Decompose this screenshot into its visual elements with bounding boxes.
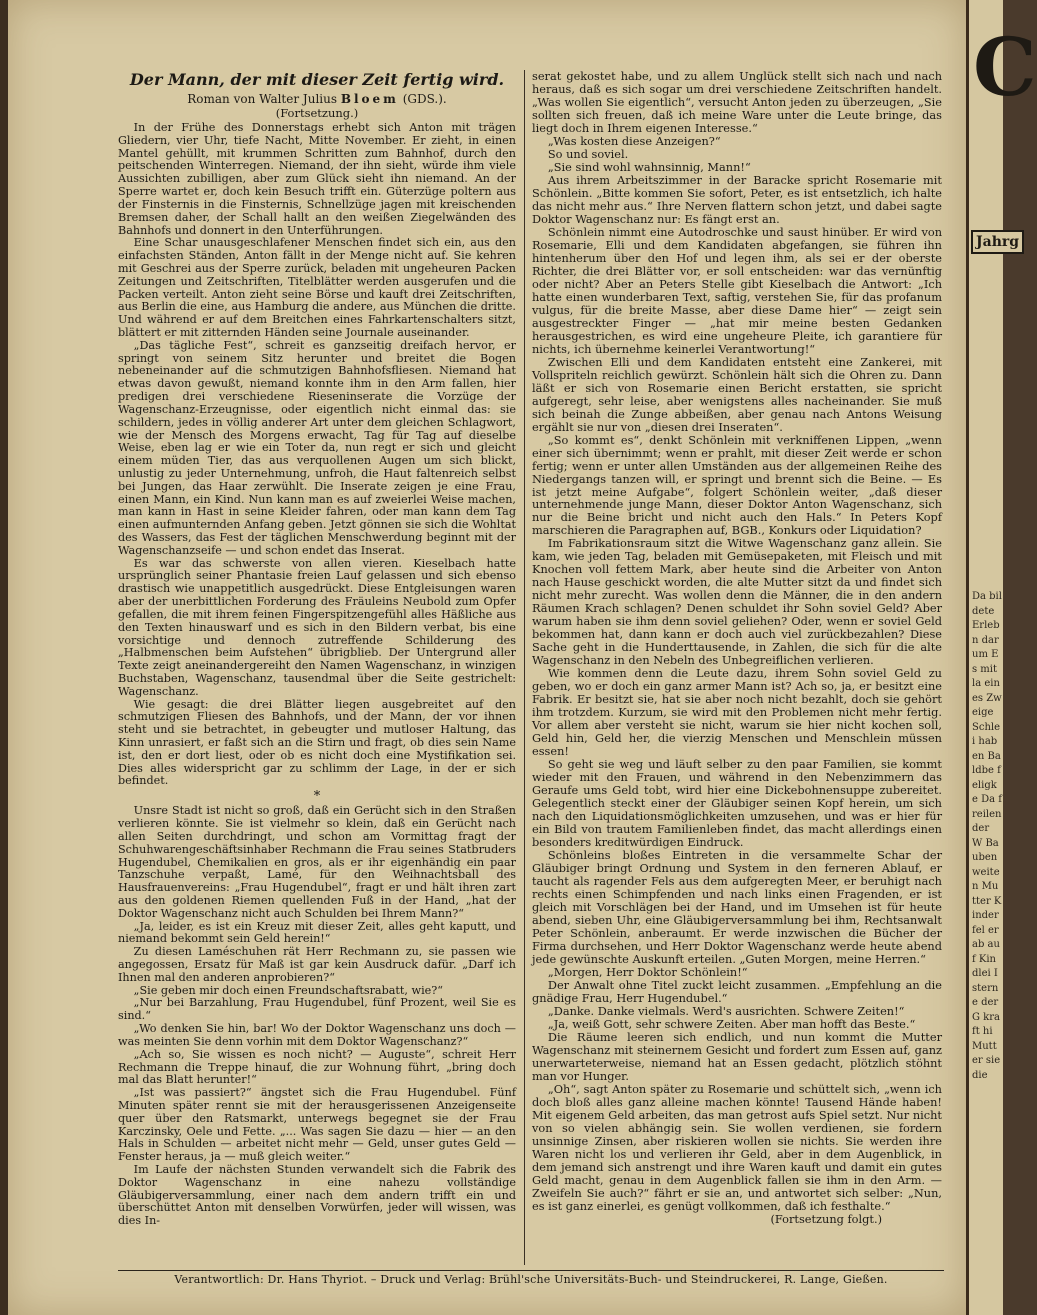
- paragraph: serat gekostet habe, und zu allem Unglück stellt sich nach und nach heraus, daß es sich sogar um drei verschiedene Zeitschriften handelt. „Was wollen Sie eigentlich“, versucht Anton jeden zu überzeugen, „Sie sollten sich freuen, daß ich meine Ware unter die Leute bringe, das liegt doch in Ihrem eigenen Interesse.“: [532, 69, 942, 135]
- paragraph: Wie kommen denn die Leute dazu, ihrem Sohn soviel Geld zu geben, wo er doch ein ganz armer Mann ist? Ach so, ja, er besitzt eine Fabrik. Er besitzt sie, hat sie aber noch nicht bezahlt, doch sie gehört ihm trotzdem. Kurzum, sie wird mit den Problemen nicht mehr fertig. Vor allem aber versteht sie nicht, warum sie hier nicht kochen soll, Geld hin, Geld her, die vierzig Menschen und Menschlein müssen essen!: [532, 666, 942, 759]
- paragraph: Zwischen Elli und dem Kandidaten entsteht eine Zankerei, mit Vollspriteln reichlich gewürzt. Schönlein hält sich die Ohren zu. Dann läßt er sich von Rosemarie einen Bericht erstatten, sie spricht aufgeregt, sehr leise, aber wenigstens alles nacheinander. Sie muß sich beinah die Zunge abbeißen, aber genau nach Antons Weisung ergählt sie nur von „diesen drei Inseraten“.: [532, 354, 942, 434]
- paragraph: Unsre Stadt ist nicht so groß, daß ein Gerücht sich in den Straßen verlieren könnte. Sie ist vielmehr so klein, daß ein Gerücht nach allen Seiten durchdringt, und schon am Vormittag fragt der Schuhwarengeschäftsinhaber Rechmann die Frau seines Statbruders Hugendubel, Chemikalien en gros, als er ihr eigenhändig ein paar Tanzschuhe verpaßt, Lamé, für den Weihnachtsball des Hausfrauenvereins: „Frau Hugendubel“, fragt er und hält ihren zart aus den goldenen Riemen quellenden Fuß in der Hand, „hat der Doktor Wagenschanz nicht auch Schulden bei Ihrem Mann?“: [118, 804, 516, 920]
- paragraph: „Was kosten diese Anzeigen?“: [547, 133, 721, 148]
- paragraph: „Wo denken Sie hin, bar! Wo der Doktor Wagenschanz uns doch — was meinten Sie denn vorhin mit dem Doktor Wagenschanz?“: [118, 1022, 516, 1048]
- paragraph: „Danke. Danke vielmals. Werd's ausrichten. Schwere Zeiten!“: [547, 1003, 905, 1018]
- imprint-footer: Verantwortlich: Dr. Hans Thyriot. – Druck und Verlag: Brühl'sche Universitäts-Buch- und Steindruckerei, R. Lange, Gießen.: [174, 1273, 888, 1286]
- byline-name: Bloem: [340, 92, 399, 106]
- byline-prefix: Roman von Walter Julius: [187, 92, 338, 106]
- paragraph: Im Laufe der nächsten Stunden verwandelt sich die Fabrik des Doktor Wagenschanz in eine nahezu vollständige Gläubigerversammlung, einer nach dem andern trifft ein und überschüttet Anton mit denselben Vorwürfen, jeder will wissen, was dies In-: [118, 1163, 516, 1228]
- paragraph: Eine Schar unausgeschlafener Menschen findet sich ein, aus den einfachsten Ständen, Anton fällt in der Menge nicht auf. Sie kehren mit Geschrei aus der Sperre zurück, beladen mit ungeheuren Packen Zeitungen und Zeitschriften, Titelblätter werden ausgerufen und die Packen verteilt. Anton zieht seine Börse und kauft drei Zeitschriften, aus Berlin die eine, aus Hamburg die andere, aus München die dritte. Und während er auf dem Breitchen eines Fahrkartenschalters sitzt, blättert er mit zitternden Händen seine Journale auseinander.: [118, 236, 516, 339]
- paragraph: „Ja, leider, es ist ein Kreuz mit dieser Zeit, alles geht kaputt, und niemand bekommt sein Geld herein!“: [118, 919, 516, 946]
- paragraph: Schönleins bloßes Eintreten in die versammelte Schar der Gläubiger bringt Ordnung und System in den ferneren Ablauf, er taucht als ragender Fels aus dem aufgeregten Meer, er beruhigt nach rechts einen Schimpfenden und nach links einen Fragenden, er ist gleich mit Vorschlägen bei der Hand, und im Umsehen ist für heute abend, sieben Uhr, eine Gläubigerversammlung bei ihm, Rechtsanwalt Peter Schönlein, anberaumt. Er werde inzwischen die Bücher der Firma durchsehen, und Herr Doktor Wagenschanz werde heute abend jede gewünschte Auskunft erteilen. „Guten Morgen, meine Herren.“: [532, 848, 942, 966]
- paragraph: „Sie geben mir doch einen Freundschaftsrabatt, wie?“: [133, 983, 444, 997]
- adjacent-page-strip: [966, 0, 1037, 1315]
- paragraph: „Ja, weiß Gott, sehr schwere Zeiten. Aber man hofft das Beste.“: [547, 1016, 916, 1031]
- paragraph: Zu diesen Laméschuhen rät Herr Rechmann zu, sie passen wie angegossen, Ersatz für Maß ist gar kein Ausdruck dafür. „Darf ich Ihnen mal den anderen anprobieren?“: [118, 945, 516, 984]
- paragraph: In der Frühe des Donnerstags erhebt sich Anton mit trägen Gliedern, vier Uhr, tiefe Nacht, Mitte November. Er zieht, in einen Mantel gehüllt, mit krummen Schritten zum Bahnhof, durch den peitschenden Winterregen. Niemand, der ihn sieht, würde ihm viele Aussichten zubilligen, aber zum Glück sieht ihn niemand. An der Sperre wartet er, doch kein Besuch trifft ein. Güterzüge poltern aus der Finsternis in die Finsternis, Schnellzüge jagen mit kreischenden Bremsen daher, der Schall hallt an den weißen Ziegelwänden des Bahnhofs und donnert in den Unterführungen.: [118, 121, 516, 237]
- left-body-part-2: [118, 805, 516, 1228]
- paragraph: Wie gesagt: die drei Blätter liegen ausgebreitet auf den schmutzigen Fliesen des Bahnhofs, und der Mann, der vor ihnen steht und sie betrachtet, in gebeugter und mutloser Haltung, das Kinn unrasiert, er faßt sich an die Stirn und fragt, ob dies sein Name ist, den er dort liest, oder ob es nicht doch eine Mystifikation sei. Dies alles widerspricht gar zu schlimm der Lage, in der er sich befindet.: [118, 697, 516, 788]
- paragraph: Im Fabrikationsraum sitzt die Witwe Wagenschanz ganz allein. Sie kam, wie jeden Tag, beladen mit Gemüsepaketen, mit Fleisch und mit Knochen voll fettem Mark, aber heute sind die Arbeiter von Anton nach Hause geschickt worden, die alte Mutter sitzt da und findet sich nicht mehr zurecht. Was wollen denn die Männer, die in den andern Räumen Krach schlagen? Denen schuldet ihr Sohn soviel Geld? Aber warum haben sie ihm denn soviel geliehen? Oder, wenn er soviel Geld bekommen hat, dann kann er doch auch viel zurückbezahlen? Diese Sache geht in die Hunderttausende, in Zahlen, die sich für die alte Wagenschanz in den Nebeln des Unbegreiflichen verlieren.: [532, 536, 942, 668]
- paragraph: „Morgen, Herr Doktor Schönlein!“: [547, 964, 748, 979]
- column-divider: [524, 70, 525, 1265]
- paragraph: Die Räume leeren sich endlich, und nun kommt die Mutter Wagenschanz mit steinernem Gesicht und fordert zum Essen auf, ganz unerwarteterweise, niemand hat an Essen gedacht, plötzlich stöhnt man vor Hunger.: [532, 1029, 942, 1083]
- article-title: Der Mann, der mit dieser Zeit fertig wird.: [129, 70, 505, 89]
- paragraph: „Das tägliche Fest“, schreit es ganzseitig dreifach hervor, er springt von seinem Sitz herunter und breitet die Bogen nebeneinander auf die schmutzigen Bahnhofsfliesen. Niemand hat etwas davon gewußt, niemand konnte ihm in den Arm fallen, hier predigen drei verschiedene Rieseninserate die Vorzüge der Wagenschanz-Erzeugnisse, oder eigentlich nicht einmal das: sie schildern, jedes in völlig anderer Art unter dem gleichen Schlagwort, wie der Mensch des Morgens erwacht, Tag für Tag auf dieselbe Weise, eben lag er wie ein Toter da, nun regt er sich und gleicht einem müden Tier, das aus verquollenen Augen um sich blickt, unlustig zu jeder Unternehmung, unfroh, die Haut faltenreich selbst bei Jungen, das Haar zerwühlt. Die Inserate zeigen je eine Frau, einen Mann, ein Kind. Nun kann man es auf zweierlei Weise machen, man kann in Hast in seine Kleider fahren, oder man kann dem Tag einen aufmunternden Anfang geben. Jetzt gönnen sie sich die Wohltat des Wassers, das Fest der täglichen Menschwerdung beginnt mit der Wagenschanzseife — und schon endet das Inserat.: [118, 338, 516, 557]
- byline-suffix: (GDS.).: [402, 92, 447, 106]
- left-body-part-1: [118, 122, 516, 788]
- article-byline: [118, 92, 516, 106]
- paragraph: „Ach so, Sie wissen es noch nicht? — Auguste“, schreit Herr Rechmann die Treppe hinauf, die zur Wohnung führt, „bring doch mal das Blatt herunter!“: [118, 1047, 516, 1087]
- paragraph: Schönlein nimmt eine Autodroschke und saust hinüber. Er wird von Rosemarie, Elli und dem Kandidaten abgefangen, sie führen ihn hintenherum über den Hof und legen ihm, als sei er der oberste Richter, die drei Blätter vor, er soll entscheiden: war das vernünftig oder nicht? Aber an Peters Stelle gibt Kieselbach die Antwort: „Ich hatte einen wunderbaren Text, saftig, verstehen Sie, für das profanum vulgus, für die breite Masse, aber diese Dame hier“ — zeigt sein ausgestreckter Finger — „hat mir meine besten Gedanken herausgestrichen, es wird eine ungeheure Pleite, ich garantiere für nichts, ich übernehme keinerlei Verantwortung!“: [532, 224, 942, 356]
- paragraph: So und soviel.: [547, 146, 629, 161]
- paragraph: „Oh“, sagt Anton später zu Rosemarie und schüttelt sich, „wenn ich doch bloß alles ganz alleine machen könnte! Tausend Hände haben! Mit eigenem Geld arbeiten, das man getrost aufs Spiel setzt. Nur nicht von so vielen abhängig sein. Sie wollen verdienen, sie fordern unsinnige Zinsen, aber riskieren wollen sie nichts. Sie werden ihre Waren nicht los und verlieren ihr Geld, aber in dem Augenblick, in dem jemand sich anstrengt und ihre Waren kauft und damit ein gutes Geld macht, genau in dem Augenblick fallen sie ihm in den Arm. — Zweifeln Sie auch?“ fährt er sie an, und antwortet sich selber: „Nun, es ist ganz einerlei, es genügt vollkommen, daß ich festhalte.“: [532, 1081, 942, 1213]
- paragraph: „Sie sind wohl wahnsinnig, Mann!“: [547, 159, 751, 174]
- right-body: [532, 70, 942, 1213]
- paragraph: „So kommt es“, denkt Schönlein mit verkniffenen Lippen, „wenn einer sich übernimmt; wenn er prahlt, mit dieser Zeit werde er schon fertig; wenn er unter allen Umständen aus der allgemeinen Reihe des Niedergangs tanzen will, er springt und brennt sich die Beine. — Es ist jetzt meine Aufgabe“, folgert Schönlein weiter, „daß dieser unternehmende junge Mann, dieser Doktor Anton Wagenschanz, sich nur die Beine bricht und nicht auch den Hals.“ In Peters Kopf marschieren die Paragraphen auf, BGB., Konkurs oder Liquidation?: [532, 432, 942, 538]
- adjacent-page-text: Da bildete Erlebn darum Es mit la eines Zweige Schlei haben Baldbe feligke Da freilen der W Bauben weiten Mutter Kinder fel er ab auf Kindlei I sterne der G kraft hi Mutter sie die: [972, 591, 1002, 1081]
- adjacent-page-masthead-fragment: C: [973, 20, 1037, 114]
- paragraph: So geht sie weg und läuft selber zu den paar Familien, sie kommt wieder mit den Frauen, und während in den Nebenzimmern das Geraufe ums Geld tobt, wird hier eine Dickebohnensuppe zubereitet. Gelegentlich steckt einer der Gläubiger seinen Kopf herein, um sich nach den Liquidationsmöglichkeiten umzusehen, und was er hier für ein Bild von trautem Familienleben findet, das macht allerdings einen besonders kreditwürdigen Eindruck.: [532, 757, 942, 850]
- paragraph: Es war das schwerste von allen vieren. Kieselbach hatte ursprünglich seiner Phantasie freien Lauf gelassen und sich ebenso drastisch wie unappetitlich ausgedrückt. Diese Entgleisungen waren aber der unerbittlichen Forderung des Fräuleins Neubold zum Opfer gefallen, die mit ihrem feinen Fingerspitzengefühl alles Häßliche aus den Texten hinauswarf und es sich in den Bildern verbat, bis eine vorsichtige und dennoch zutreffende Schilderung des „Halbmenschen beim Aufstehen“ übrigblieb. Der Untergrund aller Texte zeigt aneinandergereiht den Namen Wagenschanz, in winzigen Buchstaben, Wagenschanz, tausendmal über die Seite gestrichelt: Wagenschanz.: [118, 556, 516, 698]
- adjacent-page-label: Jahrg: [971, 230, 1024, 254]
- continuation-label: (Fortsetzung.): [275, 106, 359, 120]
- right-column: [532, 70, 942, 1226]
- paragraph: Aus ihrem Arbeitszimmer in der Baracke spricht Rosemarie mit Schönlein. „Bitte kommen Sie sofort, Peter, es ist entsetzlich, ich halte das nicht mehr aus.“ Ihre Nerven flattern schon jetzt, und dabei sagte Doktor Wagenschanz nur: Es fängt erst an.: [532, 172, 942, 226]
- section-separator: *: [313, 789, 321, 805]
- left-column: [118, 70, 516, 1228]
- paragraph: Der Anwalt ohne Titel zuckt leicht zusammen. „Empfehlung an die gnädige Frau, Herr Hugendubel.“: [532, 977, 942, 1005]
- paragraph: „Ist was passiert?“ ängstet sich die Frau Hugendubel. Fünf Minuten später rennt sie mit der herausgerissenen Anzeigenseite quer über den Ratsmarkt, unterwegs begegnet sie der Frau Karczinsky, Oele und Fette. „... Was sagen Sie dazu — hier — an den Hals in Schulden — arbeitet nicht mehr — Geld, unser gutes Geld — Fenster heraus, ja — muß gleich weiter.“: [118, 1086, 516, 1164]
- continued-note: (Fortsetzung folgt.): [770, 1211, 882, 1226]
- footer-rule: [118, 1270, 944, 1271]
- paragraph: „Nur bei Barzahlung, Frau Hugendubel, fünf Prozent, weil Sie es sind.“: [118, 996, 516, 1023]
